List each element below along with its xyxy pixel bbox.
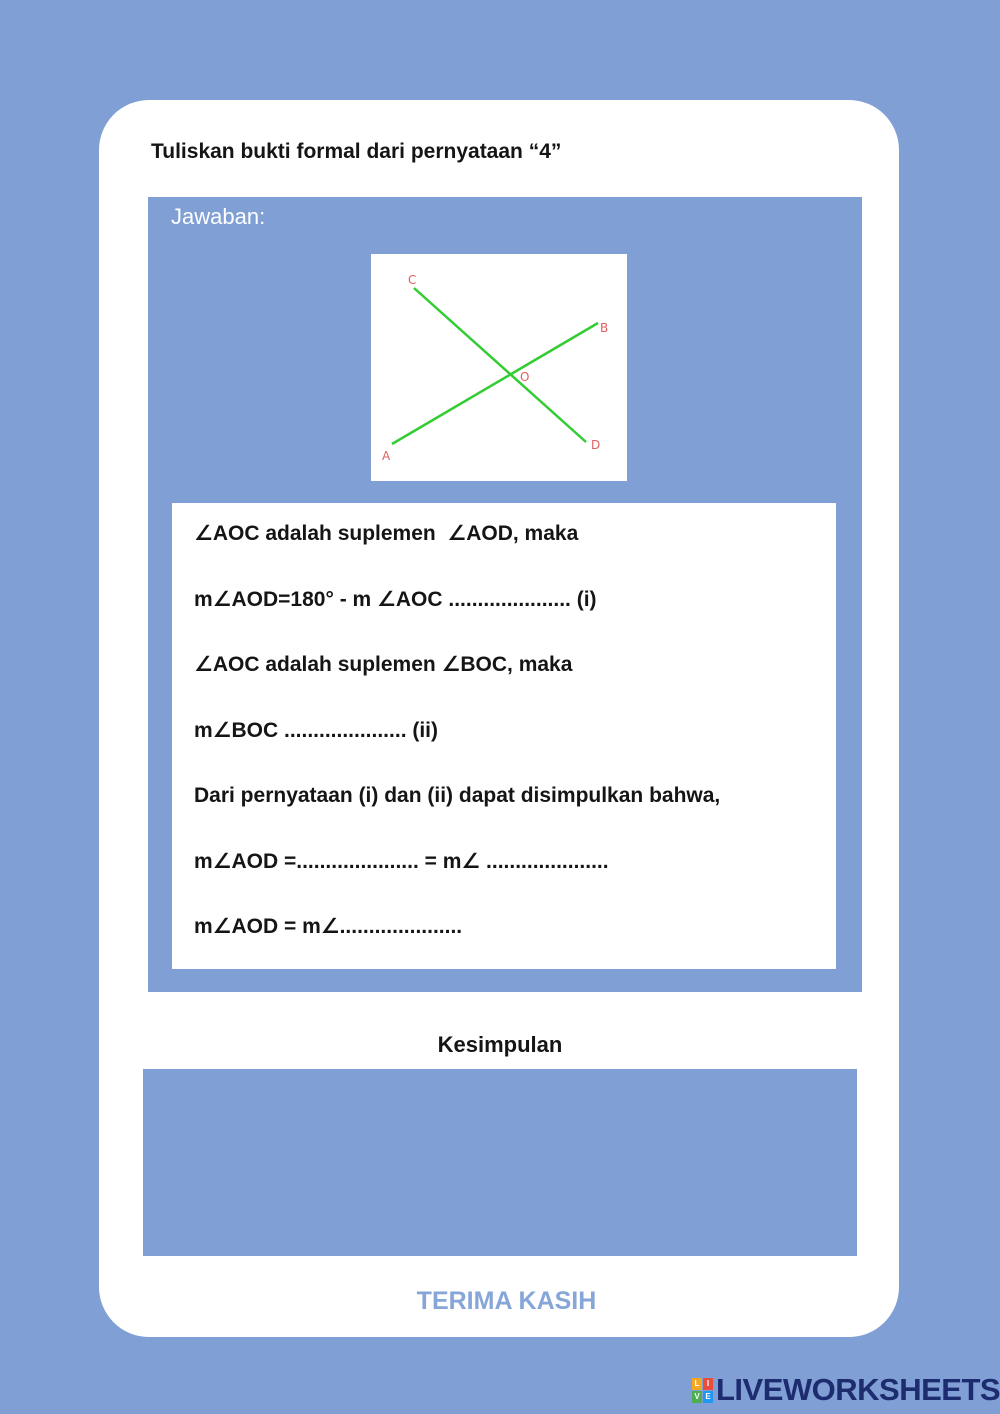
thank-you-text: TERIMA KASIH <box>416 1287 597 1315</box>
point-label-d: D <box>591 438 601 452</box>
conclusion-title: Kesimpulan <box>437 1032 563 1057</box>
proof-line: Dari pernyataan (i) dan (ii) dapat disimpulkan bahwa, <box>194 784 721 807</box>
proof-line: m∠AOD = m∠..................... <box>194 915 463 938</box>
point-label-a: A <box>382 449 391 463</box>
proof-line: ∠AOC adalah suplemen ∠AOD, maka <box>194 522 579 545</box>
proof-line: m∠AOD =..................... = m∠ ..................... <box>194 850 609 873</box>
logo-letter: I <box>703 1378 713 1390</box>
logo-letter: L <box>692 1378 702 1390</box>
logo-letter: V <box>692 1391 702 1403</box>
proof-line: m∠BOC ..................... (ii) <box>194 719 439 742</box>
proof-line: ∠AOC adalah suplemen ∠BOC, maka <box>194 653 573 676</box>
liveworksheets-logo-icon <box>692 1378 713 1403</box>
proof-line: m∠AOD=180° - m ∠AOC ..................... (i) <box>194 588 597 611</box>
liveworksheets-brand[interactable] <box>692 1374 1000 1406</box>
line-cd <box>414 288 586 442</box>
geometry-figure <box>371 254 627 481</box>
answer-label: Jawaban: <box>171 204 266 229</box>
conclusion-answer-field[interactable] <box>143 1069 857 1256</box>
question-title: Tuliskan bukti formal dari pernyataan “4” <box>151 140 562 163</box>
intersecting-lines-diagram <box>371 254 627 481</box>
point-label-b: B <box>600 321 609 335</box>
point-label-o: O <box>520 370 530 384</box>
brand-name: LIVEWORKSHEETS <box>716 1372 1000 1407</box>
logo-letter: E <box>703 1391 713 1403</box>
point-label-c: C <box>408 273 417 287</box>
